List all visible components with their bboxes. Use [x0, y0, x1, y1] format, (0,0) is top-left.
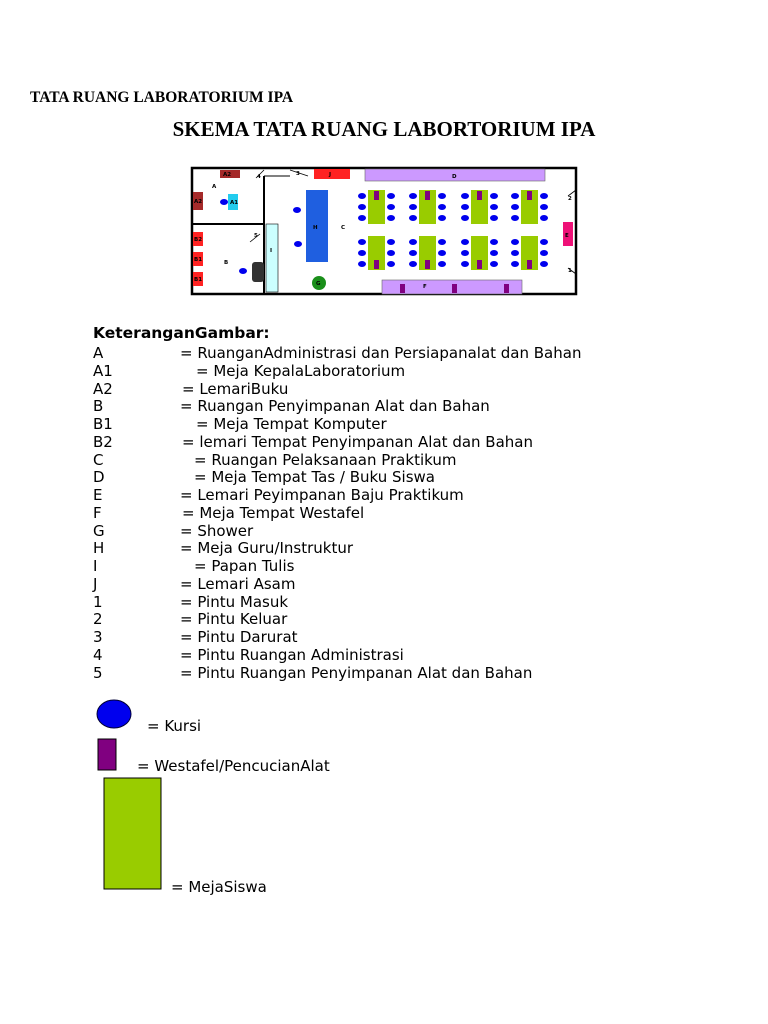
legend-description: = lemari Tempat Penyimpanan Alat dan Bahan: [182, 432, 533, 451]
legend-code: J: [93, 574, 98, 593]
legend-code: H: [93, 539, 105, 558]
plan-label-B2: B2: [194, 237, 203, 243]
legend-code: I: [93, 557, 98, 575]
chair-symbol-label: = Kursi: [147, 717, 202, 735]
sink-symbol: [97, 738, 117, 772]
legend-code: B1: [93, 415, 113, 433]
legend-code: 3: [93, 628, 103, 646]
student-table-symbol: [103, 777, 163, 891]
plan-label-C: C: [341, 225, 346, 231]
plan-label-H: H: [313, 225, 318, 231]
legend-code: 1: [93, 592, 103, 611]
plan-label-A1: A1: [230, 200, 239, 206]
legend-description: = Meja Guru/Instruktur: [180, 539, 354, 558]
plan-label-A2-side: A2: [194, 199, 203, 205]
legend-code: A1: [93, 361, 113, 380]
plan-label-A2: A2: [223, 172, 232, 178]
plan-label-B1: B1: [194, 257, 203, 263]
J-acid-cabinet: [314, 169, 350, 179]
legend-code: E: [93, 486, 103, 504]
legend-description: = Meja Tempat Komputer: [196, 415, 387, 433]
student-table-symbol-label: = MejaSiswa: [171, 878, 267, 896]
plan-label-door4: 4: [257, 174, 261, 180]
legend-code: F: [93, 503, 102, 522]
plan-label-I: I: [270, 248, 273, 254]
legend-description: = Pintu Darurat: [180, 628, 298, 646]
legend-title: KeteranganGambar:: [93, 324, 270, 342]
legend-description: = Meja Tempat Westafel: [182, 503, 365, 522]
legend-description: = Pintu Ruangan Administrasi: [180, 645, 404, 664]
B-chair: [239, 268, 247, 274]
sink-symbol-label: = Westafel/PencucianAlat: [137, 757, 330, 775]
legend-code: A: [93, 344, 104, 362]
plan-label-door1: 1: [568, 268, 572, 274]
legend-code: 5: [93, 663, 103, 682]
I-whiteboard: [266, 224, 278, 292]
document-heading: TATA RUANG LABORATORIUM IPA: [30, 89, 294, 106]
legend-code: C: [93, 450, 104, 469]
schema-title: SKEMA TATA RUANG LABORTORIUM IPA: [172, 117, 596, 141]
plan-label-A: A: [212, 184, 217, 190]
plan-label-E: E: [565, 233, 569, 239]
plan-label-B: B: [224, 260, 229, 266]
plan-label-door2: 2: [568, 196, 572, 202]
legend-description: = Lemari Peyimpanan Baju Praktikum: [180, 486, 464, 504]
legend-description: = Pintu Masuk: [180, 592, 289, 611]
plan-label-door3: 3: [296, 171, 300, 177]
plan-label-D: D: [452, 174, 457, 180]
A-chair: [220, 199, 228, 205]
legend-description: = Ruangan Pelaksanaan Praktikum: [194, 450, 457, 469]
legend-description: = RuanganAdministrasi dan Persiapanalat dan Bahan: [180, 344, 582, 362]
plan-label-B1-2: B1: [194, 277, 203, 283]
legend-description: = Pintu Keluar: [180, 610, 288, 629]
legend-description: = Meja Tempat Tas / Buku Siswa: [194, 468, 435, 487]
plan-label-J: J: [329, 172, 332, 178]
legend-description: = LemariBuku: [182, 379, 289, 398]
legend-description: = Pintu Ruangan Penyimpanan Alat dan Bahan: [180, 663, 533, 682]
legend-code: A2: [93, 379, 113, 398]
legend-description: = Papan Tulis: [194, 557, 295, 575]
legend-description: = Shower: [180, 521, 254, 540]
legend-code: 2: [93, 610, 103, 629]
legend-code: B2: [93, 432, 113, 451]
plan-label-F: F: [423, 284, 427, 290]
legend-description: = Meja KepalaLaboratorium: [196, 361, 406, 380]
plan-label-G: G: [316, 281, 321, 287]
legend-code: G: [93, 521, 105, 540]
legend-code: 4: [93, 645, 103, 664]
legend-description: = Ruangan Penyimpanan Alat dan Bahan: [180, 397, 490, 416]
legend-description: = Lemari Asam: [180, 574, 296, 593]
lab-floor-plan: [190, 166, 580, 298]
B1-computer-desk: [252, 262, 264, 282]
plan-label-door5: 5: [254, 233, 258, 239]
legend-code: D: [93, 468, 105, 487]
legend-code: B: [93, 397, 104, 416]
chair-symbol: [95, 698, 133, 730]
